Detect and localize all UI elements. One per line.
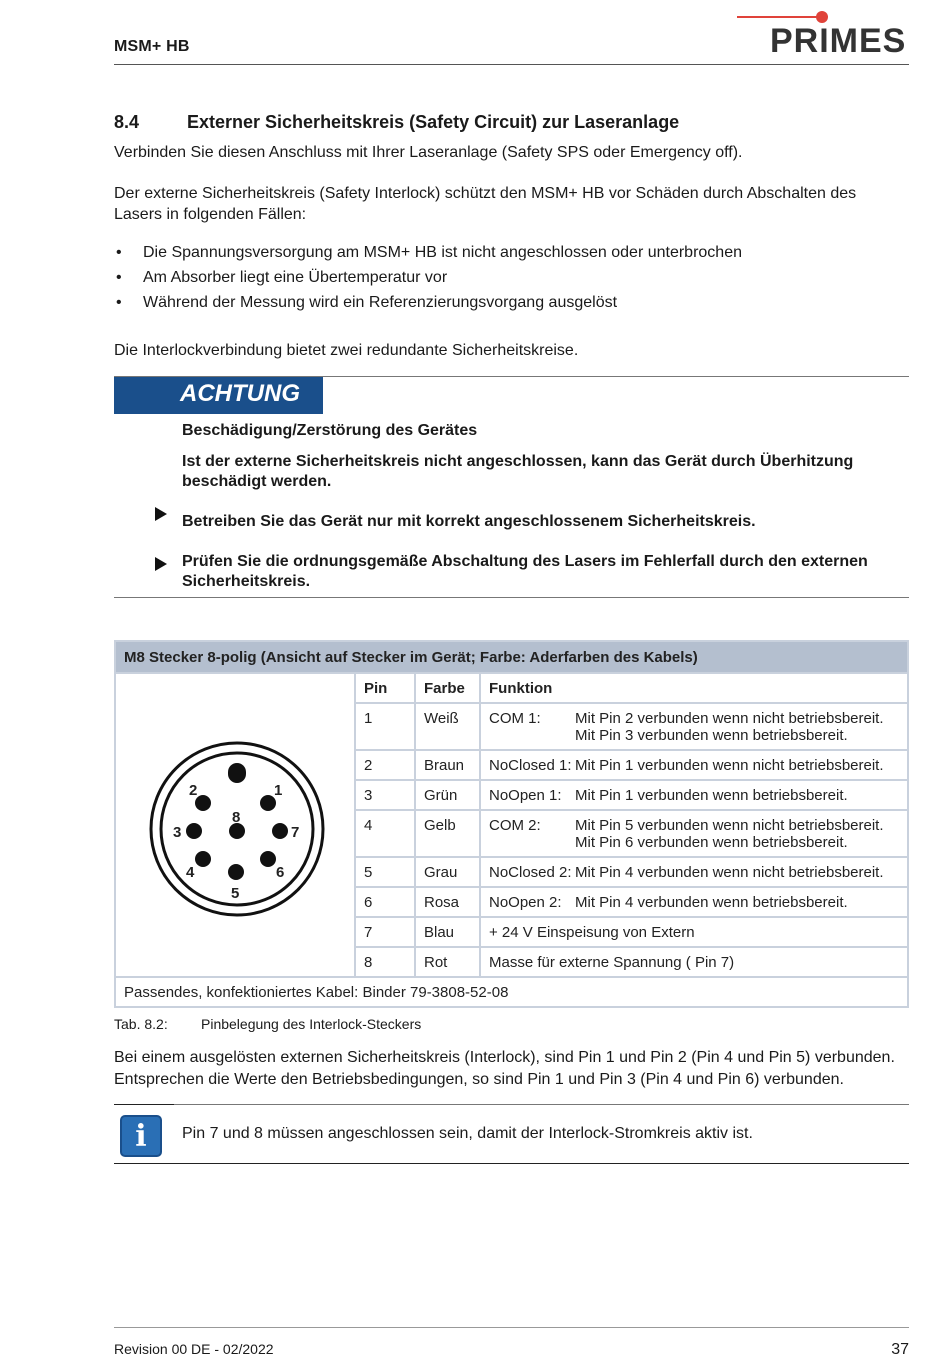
table-caption-row [115, 641, 908, 673]
page-number: 37 [891, 1341, 909, 1358]
function-desc: Mit Pin 1 verbunden wenn nicht betriebsbereit. [575, 757, 884, 774]
pin-7-label: 7 [291, 823, 300, 841]
pin-5-contact [228, 864, 244, 880]
function-desc: Mit Pin 6 verbunden wenn betriebsbereit. [575, 834, 848, 851]
paragraph-3: Die Interlockverbindung bietet zwei redundante Sicherheitskreise. [114, 342, 579, 359]
function-desc: Mit Pin 4 verbunden wenn betriebsbereit. [575, 894, 848, 911]
after-table-line-2: Entsprechen die Werte den Betriebsbedingungen, so sind Pin 1 und Pin 3 (Pin 4 und Pin 6) verbunden. [114, 1071, 844, 1088]
pin-cell: 4 [355, 810, 415, 857]
function-cell [480, 857, 908, 887]
info-icon [120, 1115, 162, 1157]
pin-3-contact [186, 823, 202, 839]
step-arrow-icon [155, 507, 167, 521]
function-cell: + 24 V Einspeisung von Extern [480, 917, 908, 947]
function-desc: Mit Pin 2 verbunden wenn nicht betriebsbereit. [575, 710, 884, 727]
function-name: COM 2: [489, 817, 541, 834]
info-top-rule-short [114, 1104, 174, 1105]
primes-logo: PRIMES [770, 22, 907, 60]
warning-bottom-rule [114, 597, 909, 598]
pin-cell: 7 [355, 917, 415, 947]
info-icon-glyph: i [135, 1119, 147, 1154]
pin-7-contact [272, 823, 288, 839]
warning-label: ACHTUNG [180, 380, 300, 407]
pin-4-contact [195, 851, 211, 867]
pin-3-label: 3 [173, 823, 182, 841]
function-name: NoClosed 2: [489, 864, 572, 881]
pin-4-label: 4 [186, 863, 195, 881]
column-header-pin: Pin [355, 673, 415, 703]
pin-cell: 3 [355, 780, 415, 810]
connector-key-notch [228, 763, 246, 783]
info-bottom-rule [114, 1163, 909, 1164]
section-title: Externer Sicherheitskreis (Safety Circuit) zur Laseranlage [187, 112, 680, 132]
function-cell [480, 750, 908, 780]
pin-1-label: 1 [274, 781, 283, 799]
info-text: Pin 7 und 8 müssen angeschlossen sein, damit der Interlock-Stromkreis aktiv ist. [182, 1125, 753, 1142]
table-footer-row [115, 977, 908, 1007]
document-title: MSM+ HB [114, 38, 190, 55]
column-header-funktion: Funktion [480, 673, 908, 703]
function-cell [480, 703, 908, 750]
pin-assignment-table [114, 640, 909, 1008]
header-divider [114, 64, 909, 65]
function-name: COM 1: [489, 710, 541, 727]
function-desc: Mit Pin 1 verbunden wenn betriebsbereit. [575, 787, 848, 804]
section-number: 8.4 [114, 112, 140, 132]
intro-paragraph: Verbinden Sie diesen Anschluss mit Ihrer Laseranlage (Safety SPS oder Emergency off). [114, 144, 743, 161]
function-cell [480, 780, 908, 810]
pin-2-contact [195, 795, 211, 811]
pin-5-label: 5 [231, 884, 240, 902]
function-name: NoClosed 1: [489, 757, 572, 774]
pin-6-label: 6 [276, 863, 285, 881]
bullet-item: Während der Messung wird ein Referenzierungsvorgang ausgelöst [143, 294, 618, 311]
warning-step-2-line-2: Sicherheitskreis. [182, 573, 311, 590]
function-cell: Masse für externe Spannung ( Pin 7) [480, 947, 908, 977]
after-table-line-1: Bei einem ausgelösten externen Sicherheitskreis (Interlock), sind Pin 1 und Pin 2 (Pin 4 und Pin 5) verbunden. [114, 1049, 895, 1066]
bullet-marker: • [116, 294, 122, 311]
color-cell: Rosa [415, 887, 480, 917]
pin-8-label: 8 [232, 808, 241, 826]
pin-cell: 2 [355, 750, 415, 780]
warning-heading: Beschädigung/Zerstörung des Gerätes [182, 422, 478, 439]
color-cell: Blau [415, 917, 480, 947]
m8-connector-diagram [116, 681, 354, 966]
function-desc: Mit Pin 3 verbunden wenn betriebsbereit. [575, 727, 848, 744]
paragraph-2-line-2: Lasers in folgenden Fällen: [114, 206, 307, 223]
function-name: NoOpen 1: [489, 787, 562, 804]
function-cell [480, 887, 908, 917]
revision-text: Revision 00 DE - 02/2022 [114, 1341, 274, 1357]
table-caption-number: Tab. 8.2: [114, 1016, 168, 1032]
warning-text-line-1: Ist der externe Sicherheitskreis nicht angeschlossen, kann das Gerät durch Überhitzung [182, 453, 854, 470]
column-header-farbe: Farbe [415, 673, 480, 703]
color-cell: Grau [415, 857, 480, 887]
bullet-marker: • [116, 269, 122, 286]
bullet-item: Am Absorber liegt eine Übertemperatur vor [143, 269, 448, 286]
logo-line [737, 16, 817, 18]
color-cell: Grün [415, 780, 480, 810]
table-caption: M8 Stecker 8-polig (Ansicht auf Stecker im Gerät; Farbe: Aderfarben des Kabels) [115, 641, 908, 673]
warning-step-1: Betreiben Sie das Gerät nur mit korrekt angeschlossenem Sicherheitskreis. [182, 513, 756, 530]
bullet-item: Die Spannungsversorgung am MSM+ HB ist nicht angeschlossen oder unterbrochen [143, 244, 742, 261]
info-top-rule [174, 1104, 909, 1105]
table-caption-text: Pinbelegung des Interlock-Steckers [201, 1016, 422, 1032]
pin-cell: 5 [355, 857, 415, 887]
pin-2-label: 2 [189, 781, 198, 799]
pin-cell: 1 [355, 703, 415, 750]
function-desc: Mit Pin 5 verbunden wenn nicht betriebsbereit. [575, 817, 884, 834]
pin-6-contact [260, 851, 276, 867]
table-header-row [115, 673, 908, 703]
warning-text-line-2: beschädigt werden. [182, 473, 332, 490]
color-cell: Rot [415, 947, 480, 977]
color-cell: Braun [415, 750, 480, 780]
connector-cell [115, 673, 355, 977]
bullet-marker: • [116, 244, 122, 261]
cable-note: Passendes, konfektioniertes Kabel: Binder 79-3808-52-08 [115, 977, 908, 1007]
pin-cell: 6 [355, 887, 415, 917]
function-name: NoOpen 2: [489, 894, 562, 911]
step-arrow-icon [155, 557, 167, 571]
color-cell: Weiß [415, 703, 480, 750]
warning-step-2-line-1: Prüfen Sie die ordnungsgemäße Abschaltung des Lasers im Fehlerfall durch den externen [182, 553, 868, 570]
function-cell [480, 810, 908, 857]
paragraph-2-line-1: Der externe Sicherheitskreis (Safety Interlock) schützt den MSM+ HB vor Schäden durch Abschalten des [114, 185, 857, 202]
footer-divider [114, 1327, 909, 1328]
pin-cell: 8 [355, 947, 415, 977]
function-desc: Mit Pin 4 verbunden wenn nicht betriebsbereit. [575, 864, 884, 881]
color-cell: Gelb [415, 810, 480, 857]
